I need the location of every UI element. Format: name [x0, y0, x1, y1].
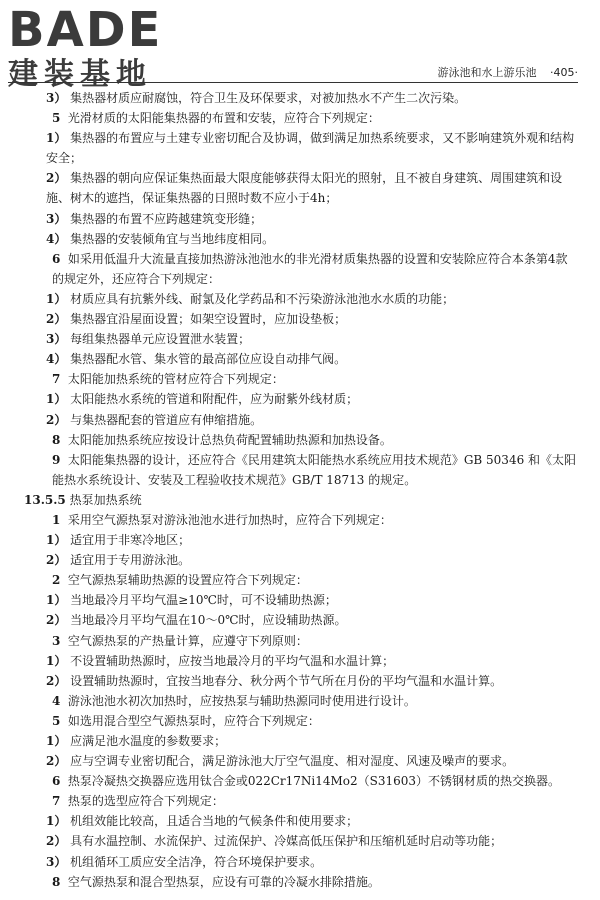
clause-line [22, 128, 578, 168]
clause-number: 1） [46, 533, 67, 548]
clause-number: 3） [46, 332, 67, 347]
clause-number: 2） [46, 754, 67, 769]
clause-text: 集热器的安装倾角宜与当地纬度相同。 [66, 231, 275, 246]
clause-text: 集热器配水管、集水管的最高部位应设自动排气阀。 [66, 352, 347, 367]
clause-number: 1 [52, 512, 61, 527]
clause-number: 3） [46, 854, 67, 869]
clause-line [22, 590, 578, 610]
clause-number: 1） [46, 593, 67, 608]
clause-number: 1） [46, 131, 67, 146]
clause-text: 空气源热泵和混合型热泵，应设有可靠的冷凝水排除措施。 [64, 874, 380, 889]
clause-line [22, 691, 578, 711]
clause-text: 集热器的布置不应跨越建筑变形缝； [66, 211, 263, 226]
clause-number: 2） [46, 613, 67, 628]
clause-text: 太阳能加热系统的管材应符合下列规定： [64, 372, 284, 387]
clause-number: 6 [52, 774, 61, 789]
clause-number: 2） [46, 553, 67, 568]
clause-text: 如选用混合型空气源热泵时，应符合下列规定： [64, 713, 320, 728]
clause-line [22, 811, 578, 831]
clause-text: 热泵的选型应符合下列规定： [64, 794, 224, 809]
clause-number: 5 [52, 111, 61, 126]
clause-text: 与集热器配套的管道应有伸缩措施。 [66, 412, 263, 427]
clause-line [22, 450, 578, 490]
clause-line [22, 771, 578, 791]
clause-number: 13.5.5 [24, 492, 66, 507]
clause-text: 集热器材质应耐腐蚀，符合卫生及环保要求，对被加热水不产生二次污染。 [66, 91, 467, 105]
clause-line [22, 550, 578, 570]
clause-number: 2） [46, 312, 67, 327]
clause-number: 3） [46, 211, 67, 226]
clause-line [22, 108, 578, 128]
clause-number: 4） [46, 231, 67, 246]
clause-number: 7 [52, 794, 61, 809]
clause-line [22, 410, 578, 430]
clause-line [22, 369, 578, 389]
clause-text: 如采用低温升大流量直接加热游泳池池水的非光滑材质集热器的设置和安装除应符合本条第4款的规定外，还应符合下列规定： [52, 251, 568, 286]
clause-line [22, 751, 578, 771]
clause-text: 不设置辅助热源时，应按当地最冷月的平均气温和水温计算； [66, 653, 395, 668]
clause-text: 集热器的布置应与土建专业密切配合及协调，做到满足加热系统要求，又不影响建筑外观和结构安全； [46, 131, 575, 166]
clause-number: 3） [46, 91, 67, 105]
clause-text: 空气源热泵辅助热源的设置应符合下列规定： [64, 573, 308, 588]
clause-text: 光滑材质的太阳能集热器的布置和安装，应符合下列规定： [64, 111, 380, 126]
clause-text: 适宜用于专用游泳池。 [66, 553, 191, 568]
clause-line [22, 651, 578, 671]
section-heading [22, 490, 578, 510]
clause-number: 2） [46, 171, 67, 186]
clause-text: 集热器宜沿屋面设置；如架空设置时，应加设垫板； [66, 312, 347, 327]
clause-number: 2 [52, 573, 61, 588]
clause-text: 应满足池水温度的参数要求； [66, 734, 227, 748]
clause-number: 2） [46, 834, 67, 849]
clause-number: 7 [52, 372, 61, 387]
clause-line [22, 872, 578, 892]
clause-text: 设置辅助热源时，宜按当地春分、秋分两个节气所在月份的平均气温和水温计算。 [66, 673, 503, 688]
clause-number: 1） [46, 291, 67, 306]
clause-text: 热泵加热系统 [65, 492, 142, 507]
clause-line [22, 309, 578, 329]
header-divider [8, 82, 578, 83]
clause-text: 适宜用于非寒冷地区； [66, 533, 191, 548]
page-number: ·405· [550, 66, 578, 79]
clause-text: 集热器的朝向应保证集热面最大限度能够获得太阳光的照射，且不被自身建筑、周围建筑和设施、树木的遮挡，保证集热器的日照时数不应小于4h； [46, 171, 563, 206]
clause-number: 3 [52, 633, 61, 648]
clause-text: 采用空气源热泵对游泳池池水进行加热时，应符合下列规定： [64, 512, 392, 527]
clause-number: 6 [52, 251, 61, 266]
clause-line [22, 229, 578, 249]
clause-line [22, 530, 578, 550]
logo-subtitle: 建装基地 [8, 57, 152, 92]
clause-number: 1） [46, 392, 67, 407]
clause-text: 每组集热器单元应设置泄水装置； [66, 332, 251, 347]
clause-number: 4 [52, 693, 61, 708]
chapter-title: 游泳池和水上游乐池 [437, 66, 537, 79]
clause-number: 8 [52, 874, 61, 889]
clause-line [22, 329, 578, 349]
clause-line [22, 671, 578, 691]
clause-number: 5 [52, 713, 61, 728]
clause-line [22, 731, 578, 751]
clause-number: 8 [52, 432, 61, 447]
clause-text: 当地最冷月平均气温在10～0℃时，应设辅助热源。 [66, 613, 347, 628]
clause-line [22, 831, 578, 851]
clause-text: 太阳能热水系统的管道和附配件，应为耐紫外线材质； [66, 392, 359, 407]
clause-text: 游泳池池水初次加热时，应按热泵与辅助热源同时使用进行设计。 [64, 693, 416, 708]
logo-wordmark: BADE [8, 2, 163, 58]
clause-number: 9 [52, 452, 61, 467]
page-body [22, 88, 578, 892]
clause-line [22, 570, 578, 590]
clause-line [22, 711, 578, 731]
clause-text: 当地最冷月平均气温≥10℃时，可不设辅助热源； [66, 593, 337, 608]
clause-text: 机组循环工质应安全洁净，符合环境保护要求。 [66, 854, 323, 869]
clause-line [22, 349, 578, 369]
clause-line [22, 389, 578, 409]
clause-line [22, 510, 578, 530]
clause-line [22, 430, 578, 450]
clause-line [22, 168, 578, 208]
clause-text: 太阳能集热器的设计，还应符合《民用建筑太阳能热水系统应用技术规范》GB 50346 和《太阳能热水系统设计、安装及工程验收技术规范》GB/T 18713 的规定。 [52, 452, 577, 487]
clause-number: 1） [46, 814, 67, 829]
clause-number: 4） [46, 352, 67, 367]
clause-line [22, 791, 578, 811]
clause-text: 机组效能比较高，且适合当地的气候条件和使用要求； [66, 814, 359, 829]
logo [8, 2, 208, 92]
clause-text: 太阳能加热系统应按设计总热负荷配置辅助热源和加热设备。 [64, 432, 392, 447]
clause-text: 热泵冷凝热交换器应选用钛合金或022Cr17Ni14Mo2（S31603）不锈钢材质的热交换器。 [64, 774, 561, 789]
clause-number: 1） [46, 734, 67, 748]
clause-text: 空气源热泵的产热量计算，应遵守下列原则： [64, 633, 308, 648]
clause-number: 1） [46, 653, 67, 668]
clause-text: 具有水温控制、水流保护、过流保护、冷媒高低压保护和压缩机延时启动等功能； [66, 834, 503, 849]
clause-line [22, 88, 578, 108]
clause-text: 应与空调专业密切配合，满足游泳池大厅空气温度、相对湿度、风速及噪声的要求。 [66, 754, 515, 769]
clause-number: 2） [46, 673, 67, 688]
clause-line [22, 631, 578, 651]
clause-number: 2） [46, 412, 67, 427]
clause-line [22, 289, 578, 309]
clause-line [22, 209, 578, 229]
running-header [428, 64, 579, 80]
clause-line [22, 852, 578, 872]
clause-line [22, 249, 578, 289]
clause-text: 材质应具有抗紫外线、耐氯及化学药品和不污染游泳池池水水质的功能； [66, 291, 455, 306]
clause-line [22, 610, 578, 630]
